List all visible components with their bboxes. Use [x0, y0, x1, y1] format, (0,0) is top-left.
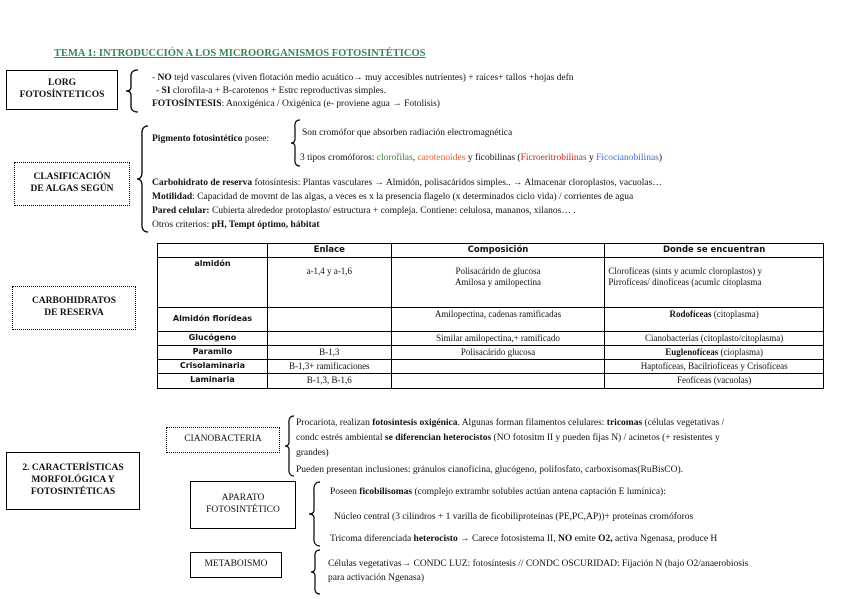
clasificacion-box — [14, 162, 130, 206]
aparato-box-line1: APARATO — [221, 493, 265, 504]
aparato-line2: Núcleo central (3 cilindros + 1 varilla de ficobiliproteínas (PE,PC,AP))+ proteínas cromóforos — [334, 512, 694, 522]
table-row — [158, 307, 824, 331]
row-enlace: B-1,3, B-1,6 — [267, 374, 391, 388]
aparato-box-line2: FOTOSINTÉTICO — [206, 505, 280, 515]
otros-line: Otros criterios: pH, Tempt óptimo, hábitat — [152, 220, 320, 230]
row-composicion — [391, 374, 605, 388]
aparato-line3: Tricoma diferenciada heterocisto → Carece fotosistema II, NO emite O2, activa Ngenasa, produce H — [330, 534, 718, 544]
carb-box-line2: DE RESERVA — [44, 308, 104, 318]
row-composicion — [391, 360, 605, 374]
carb-box-line1: CARBOHIDRATOS — [31, 296, 117, 307]
table-row — [158, 257, 824, 307]
row-name: Almidón florídeas — [158, 307, 268, 331]
lorg-box-line1: LORG — [48, 78, 76, 89]
row-name: almidón — [158, 257, 268, 307]
row-enlace — [267, 331, 391, 345]
metab-line2: para activación Ngenasa) — [328, 573, 425, 583]
row-composicion: Polisacárido de glucosa Amilosa y amilopectina — [391, 257, 605, 307]
brace-sec1 — [124, 68, 144, 114]
row-enlace — [267, 307, 391, 331]
carbohidratos-table — [157, 243, 824, 389]
aparato-box — [190, 481, 296, 529]
table-row — [158, 360, 824, 374]
row-name: Glucógeno — [158, 331, 268, 345]
pigmento-line: Pigmento fotosintético posee: — [152, 134, 270, 144]
row-donde: Euglenofíceas (cioplasma) — [605, 345, 824, 359]
page-title: TEMA 1: INTRODUCCIÓN A LOS MICROORGANISMOS FOTOSINTÉTICOS — [54, 48, 426, 59]
cianobacteria-box: CIANOBACTERIA — [166, 427, 280, 453]
brace-metabolismo — [310, 548, 322, 596]
row-donde: Rodofíceas (citoplasma) — [605, 307, 824, 331]
row-enlace: a-1,4 y a-1,6 — [267, 257, 391, 307]
aparato-line1: Poseen ficobilisomas (complejo extrambr solubles actúan antena captación E lumínica): — [330, 487, 666, 497]
row-donde: Feofíceas (vacuolas) — [605, 374, 824, 388]
table-header: Enlace — [267, 244, 391, 258]
brace-aparato — [308, 480, 322, 548]
sec1-line2: - SI clorofila-a + B-carotenos + Estrc reproductivas simples. — [156, 86, 386, 96]
row-donde: Clorofíceas (sints y acumlc cloroplastos) y Pirrofíceas/ dinofíceas (acumlc citoplasma — [605, 257, 824, 307]
row-name: Paramilo — [158, 345, 268, 359]
row-name: Crisolaminaria — [158, 360, 268, 374]
ciano-line4: Pueden presentan inclusiones: gránulos cianoficina, glucógeno, polifosfato, carboxisomas(RuBisCO). — [296, 465, 684, 475]
table-header — [158, 244, 268, 258]
motilidad-line: Motilidad: Capacidad de movmt de las algas, a veces es x la presencia flagelo (x determinados ciclo vida) / corrientes de agua — [152, 192, 634, 202]
ciano-line1: Procariota, realizan fotosíntesis oxigénica. Algunas forman filamentos celulares: tricomas (células vegetativas / — [296, 418, 725, 428]
row-composicion: Amilopectina, cadenas ramificadas — [391, 307, 605, 331]
carac-box-line2: MORFOLÓGICA Y — [31, 475, 115, 486]
row-composicion: Similar amilopectina,+ ramificado — [391, 331, 605, 345]
row-enlace: B-1,3+ ramificaciones — [267, 360, 391, 374]
carbohidrato-line: Carbohidrato de reserva fotosíntesis: Plantas vasculares → Almidón, polisacáridos simples.. → Almacenar cloroplastos, vacuolas… — [152, 178, 662, 188]
pigmento-sub1: Son cromófor que absorben radiación electromagnética — [302, 128, 513, 138]
caracteristicas-box — [6, 452, 140, 510]
table-header: Donde se encuentran — [605, 244, 824, 258]
sec1-line3: FOTOSÍNTESIS: Anoxigénica / Oxigénica (e- proviene agua → Fotolisis) — [152, 99, 440, 109]
table-row — [158, 374, 824, 388]
carac-box-line3: FOTOSINTÉTICAS — [30, 486, 116, 497]
table-row — [158, 331, 824, 345]
carac-box-line1: 2. CARACTERÍSTICAS — [22, 463, 124, 474]
pigmento-sub2: 3 tipos cromóforos: clorofilas, carotenoides y ficobilinas (Ficroeritrobilinas y Ficocianobilinas) — [300, 153, 663, 163]
clasif-box-line2: DE ALGAS SEGÚN — [30, 184, 114, 194]
pared-line: Pared celular: Cubierta alrededor protoplasto/ estructura + compleja. Contiene: celulosa, mananos, xilanos… . — [152, 206, 576, 216]
table-row — [158, 345, 824, 359]
clasif-box-line1: CLASIFICACIÓN — [33, 172, 111, 183]
row-donde: Haptofíceas, Bacilriofíceas y Crisofíceas — [605, 360, 824, 374]
row-enlace: B-1,3 — [267, 345, 391, 359]
row-name: Laminaria — [158, 374, 268, 388]
table-header-row — [158, 244, 824, 258]
ciano-line3: grandes) — [296, 448, 329, 458]
table-header: Composición — [391, 244, 605, 258]
brace-cianobacteria — [284, 414, 296, 478]
lorg-box — [6, 70, 118, 110]
lorg-box-line2: FOTOSÍNTETICOS — [19, 90, 105, 100]
metab-line1: Células vegetativas→ CONDC LUZ: fotosíntesis // CONDC OSCURIDAD: Fijación N (bajo O2/anaerobiosis — [328, 559, 749, 569]
sec1-line1: - NO tejd vasculares (viven flotación medio acuático→ muy accesibles nutrientes) + raíces+ tallos +hojas defn — [152, 73, 574, 83]
row-donde: Cianobacterias (citoplasto/citoplasma) — [605, 331, 824, 345]
carbohidratos-box — [12, 286, 136, 330]
row-composicion: Polisacárido glucosa — [391, 345, 605, 359]
brace-sec2 — [136, 124, 152, 234]
metabolismo-box: METABOISMO — [190, 552, 282, 578]
ciano-line2: condc estrés ambiental se diferencian heterocistos (NO fotositm II y pueden fijas N) / acinetos (+ resistentes y — [296, 433, 720, 443]
